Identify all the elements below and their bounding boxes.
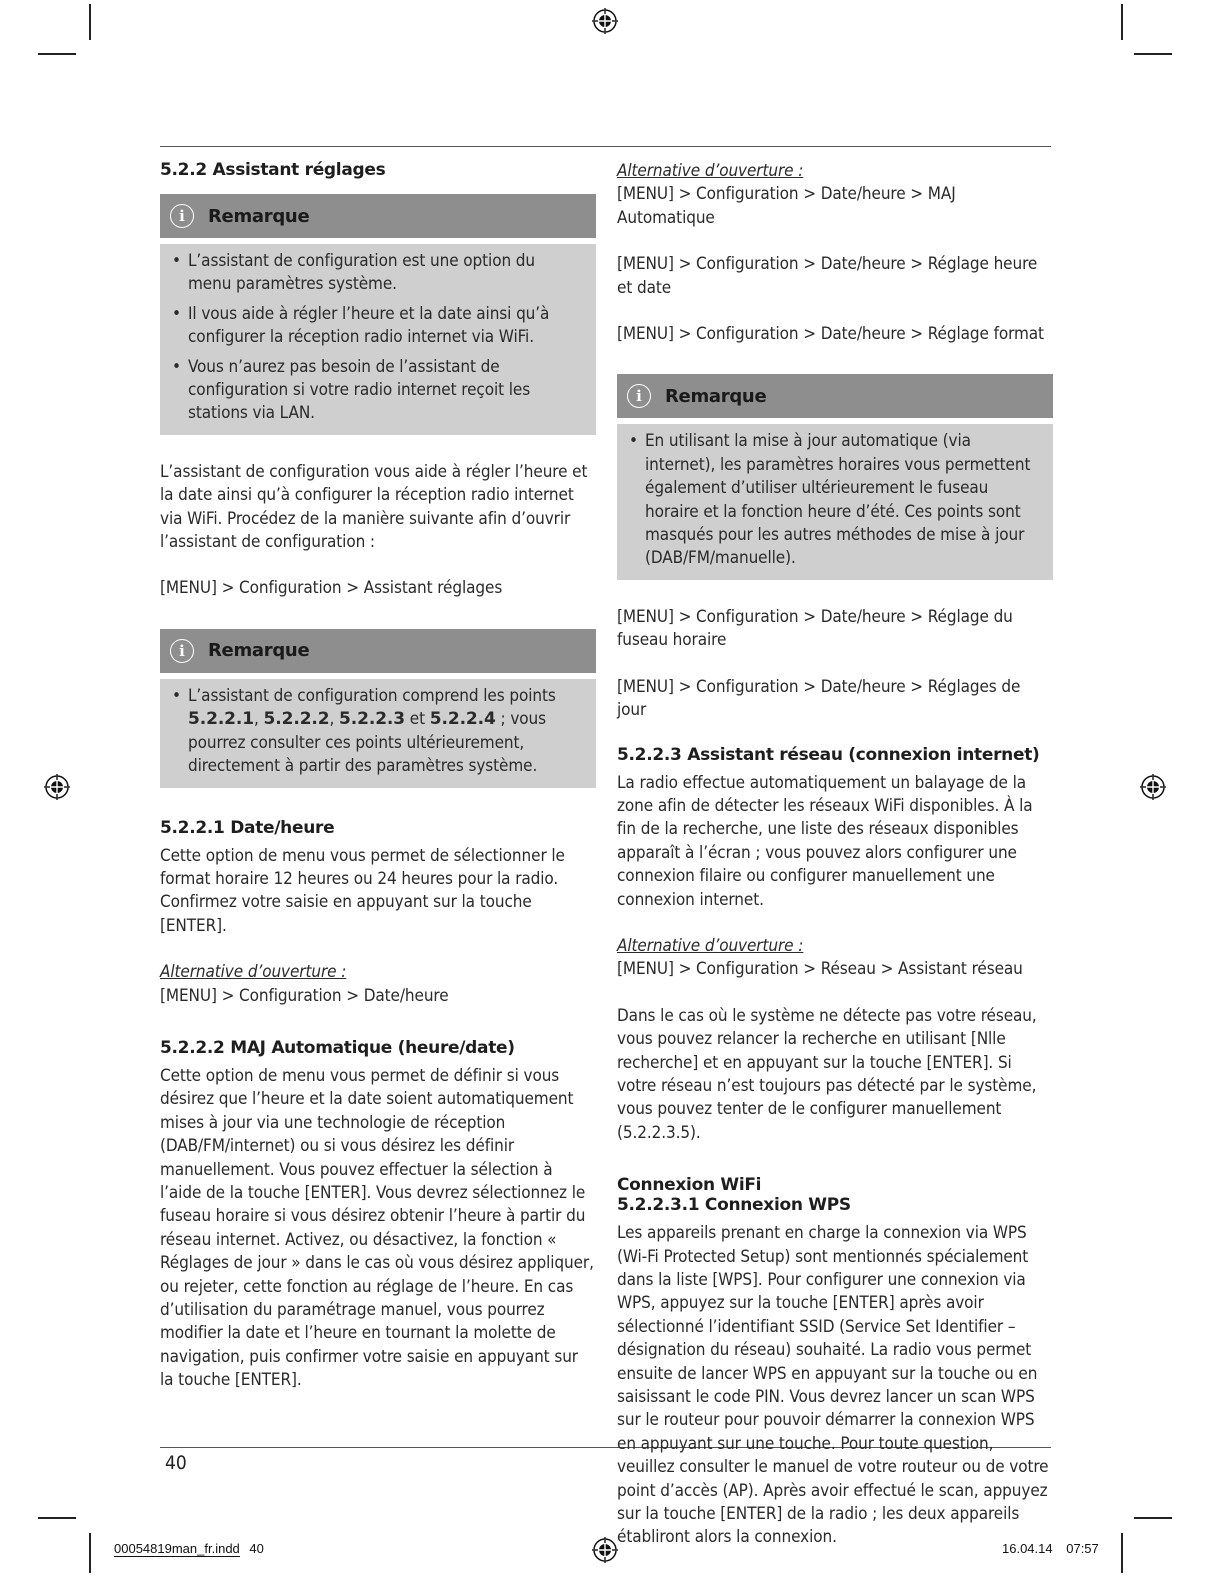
note-box-3	[617, 374, 1053, 579]
note-body	[160, 679, 596, 788]
slug-page: 40	[249, 1541, 264, 1556]
heading-assistant-reglages: 5.2.2 Assistant réglages	[160, 160, 386, 180]
slug-timestamp	[1002, 1541, 1099, 1556]
note-box-1	[160, 194, 596, 435]
heading-maj-automatique: 5.2.2.2 MAJ Automatique (heure/date)	[160, 1037, 515, 1058]
note-body	[160, 244, 596, 435]
heading-assistant-reseau: 5.2.2.3 Assistant réseau (connexion internet)	[617, 744, 1040, 765]
note-item: • Vous n’aurez pas besoin de l’assistant de configuration si votre radio internet reçoit les stations via LAN.	[172, 356, 582, 426]
slug-file	[114, 1541, 264, 1556]
note-header	[617, 374, 1053, 418]
note-title: Remarque	[208, 205, 310, 227]
note-item: • Il vous aide à régler l’heure et la date ainsi qu’à configurer la réception radio internet via WiFi.	[172, 303, 582, 350]
note-body	[617, 424, 1053, 579]
info-icon: i	[170, 639, 194, 663]
heading-date-heure: 5.2.2.1 Date/heure	[160, 817, 335, 838]
heading-connexion-wps: 5.2.2.3.1 Connexion WPS	[617, 1195, 851, 1216]
crop-mark-bottom-left-vertical	[89, 1533, 91, 1573]
point-ref: 5.2.2.1	[188, 709, 254, 730]
crop-mark-top-right-horizontal	[1134, 53, 1172, 55]
menu-path-date: [MENU] > Configuration > Date/heure	[160, 985, 449, 1006]
alternative-label: Alternative d’ouverture :	[617, 161, 804, 181]
info-icon: i	[627, 384, 651, 408]
crop-mark-bottom-right-horizontal	[1134, 1517, 1172, 1519]
registration-mark-left-icon	[44, 774, 70, 800]
note-text: ; vous pourrez consulter ces points ultérieurement, directement à partir des paramètres système.	[188, 709, 546, 777]
note-text: L’assistant de configuration comprend les points	[188, 685, 556, 706]
separator: et	[405, 709, 430, 730]
paragraph-intro: L’assistant de configuration vous aide à régler l’heure et la date ainsi qu’à configurer la réception radio internet via WiFi. Procédez de la manière suivante afin d’ouvrir l’assistant de configuration :	[160, 461, 588, 553]
info-icon: i	[170, 204, 194, 228]
crop-mark-bottom-left-horizontal	[38, 1517, 76, 1519]
page-number: 40	[165, 1452, 187, 1474]
slug-date: 16.04.14	[1002, 1541, 1053, 1556]
top-rule	[160, 146, 1051, 147]
menu-path-timezone: [MENU] > Configuration > Date/heure > Réglage du fuseau horaire	[617, 606, 1013, 651]
point-ref: 5.2.2.4	[429, 709, 496, 730]
menu-path-network: [MENU] > Configuration > Réseau > Assistant réseau	[617, 959, 1023, 980]
note-header	[160, 194, 596, 238]
slug-time: 07:57	[1066, 1541, 1099, 1556]
registration-mark-bottom-icon	[592, 1537, 618, 1563]
crop-mark-top-left-vertical	[89, 4, 91, 40]
separator: ,	[254, 709, 264, 730]
menu-path-set: [MENU] > Configuration > Date/heure > Réglage heure et date	[617, 254, 1038, 298]
menu-path-auto: [MENU] > Configuration > Date/heure > MAJ Automatique	[617, 184, 956, 228]
note-title: Remarque	[208, 640, 310, 662]
paragraph-network: La radio effectue automatiquement un balayage de la zone afin de détecter les réseaux WiFi disponibles. À la fin de la recherche, une liste des réseaux disponibles apparaît à l’écran ; vous pouvez alors configurer une connexion filaire ou configurer manuellement une connexion internet.	[617, 772, 1033, 910]
left-column	[160, 160, 596, 1393]
heading-connexion-wifi: Connexion WiFi	[617, 1175, 762, 1196]
registration-mark-right-icon	[1140, 774, 1166, 800]
menu-path-day: [MENU] > Configuration > Date/heure > Réglages de jour	[617, 676, 1021, 721]
right-column	[617, 160, 1053, 1550]
paragraph-rescan: Dans le cas où le système ne détecte pas votre réseau, vous pouvez relancer la recherche en utilisant [Nlle recherche] et en appuyant sur la touche [ENTER]. Si votre réseau n’est toujours pas détecté par le système, vous pouvez tenter de le configurer manuellement (5.2.2.3.5).	[617, 1005, 1037, 1143]
note-header	[160, 629, 596, 673]
point-ref: 5.2.2.3	[339, 709, 406, 730]
paragraph-date: Cette option de menu vous permet de sélectionner le format horaire 12 heures ou 24 heures pour la radio. Confirmez votre saisie en appuyant sur la touche [ENTER].	[160, 845, 565, 936]
point-ref: 5.2.2.2	[263, 709, 330, 730]
slug-filename: 00054819man_fr.indd	[114, 1541, 240, 1556]
paragraph-maj: Cette option de menu vous permet de définir si vous désirez que l’heure et la date soient automatiquement mises à jour via une technologie de réception (DAB/FM/internet) ou si vous désirez les définir manuellement. Vous pouvez effectuer la sélection à l’aide de la touche [ENTER]. Vous devrez sélectionnez le fuseau horaire si vous désirez obtenir l’heure à partir du réseau internet. Activez, ou désactivez, la fonction « Réglages de jour » dans le cas où vous désirez appliquer, ou rejeter, cette fonction au réglage de l’heure. En cas d’utilisation du paramétrage manuel, vous pourrez modifier la date et l’heure en tournant la molette de navigation, puis confirmer votre saisie en appuyant sur la touche [ENTER].	[160, 1065, 594, 1391]
crop-mark-top-right-vertical	[1121, 4, 1123, 40]
menu-path-format: [MENU] > Configuration > Date/heure > Réglage format	[617, 324, 1044, 345]
menu-path-assistant: [MENU] > Configuration > Assistant réglages	[160, 578, 503, 599]
note-title: Remarque	[665, 385, 767, 407]
note-box-2	[160, 629, 596, 788]
separator: ,	[329, 709, 340, 730]
crop-mark-top-left-horizontal	[38, 53, 76, 55]
alternative-label: Alternative d’ouverture :	[617, 935, 804, 956]
note-item	[172, 685, 582, 779]
note-item: • En utilisant la mise à jour automatique (via internet), les paramètres horaires vous permettent également d’utiliser ultérieurement le fuseau horaire et la fonction heure d’été. Ces points sont masqués pour les autres méthodes de mise à jour (DAB/FM/manuelle).	[629, 430, 1039, 570]
alternative-label: Alternative d’ouverture :	[160, 962, 347, 983]
crop-mark-bottom-right-vertical	[1121, 1533, 1123, 1573]
note-item: • L’assistant de configuration est une option du menu paramètres système.	[172, 250, 582, 297]
paragraph-wps: Les appareils prenant en charge la connexion via WPS (Wi-Fi Protected Setup) sont mentionnés spécialement dans la liste [WPS]. Pour configurer une connexion via WPS, appuyez sur la touche [ENTER] après avoir sélectionné l’identifiant SSID (Service Set Identifier – désignation du réseau) souhaité. La radio vous permet ensuite de lancer WPS en appuyant sur la touche ou en saisissant le code PIN. Vous devrez lancer un scan WPS sur le routeur pour pouvoir démarrer la connexion WPS en appuyant sur une touche. Pour toute question, veuillez consulter le manuel de votre routeur ou de votre point d’accès (AP). Après avoir effectué le scan, appuyez sur la touche [ENTER] de la radio ; les deux appareils établiront alors la connexion.	[617, 1223, 1049, 1548]
registration-mark-top-icon	[592, 8, 618, 34]
